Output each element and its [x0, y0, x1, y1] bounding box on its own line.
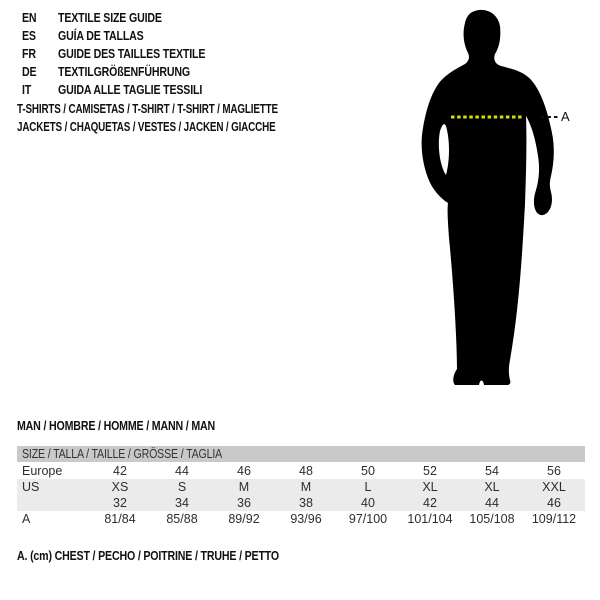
table-row-us-numeric — [17, 495, 585, 511]
size-cell: 36 — [237, 496, 251, 510]
language-code: IT — [22, 83, 32, 97]
table-row-europe — [17, 463, 585, 479]
language-code: EN — [22, 11, 37, 25]
size-table — [17, 446, 585, 527]
table-row-us — [17, 479, 585, 495]
row-label: US — [22, 480, 40, 494]
category-tshirts: T-SHIRTS / CAMISETAS / T-SHIRT / T-SHIRT / MAGLIETTE — [17, 102, 278, 116]
language-row-fr — [22, 45, 231, 63]
size-cell: 44 — [175, 464, 189, 478]
size-cell: 50 — [361, 464, 375, 478]
size-cell: 89/92 — [228, 512, 260, 526]
size-cell: 40 — [361, 496, 375, 510]
size-cell: 105/108 — [469, 512, 515, 526]
language-list — [22, 9, 231, 99]
size-cell: 109/112 — [531, 512, 577, 526]
size-cell: 46 — [547, 496, 561, 510]
man-silhouette — [422, 10, 554, 385]
size-cell: 56 — [547, 464, 561, 478]
language-title: GUÍA DE TALLAS — [58, 29, 144, 43]
language-title: TEXTILGRÖßENFÜHRUNG — [58, 65, 190, 79]
size-cell: 32 — [113, 496, 127, 510]
size-cell: 42 — [113, 464, 127, 478]
language-code: ES — [22, 29, 36, 43]
size-cell: XL — [422, 480, 438, 494]
category-lines — [17, 100, 347, 136]
size-cell: 54 — [485, 464, 499, 478]
size-cell: S — [177, 480, 187, 494]
size-cell: 97/100 — [348, 512, 388, 526]
size-cell: L — [364, 480, 372, 494]
size-cell: 101/104 — [407, 512, 453, 526]
table-row-chest-cm — [17, 511, 585, 527]
language-title: GUIDE DES TAILLES TEXTILE — [58, 47, 206, 61]
size-cell: XS — [111, 480, 129, 494]
measurement-footnote: A. (cm) CHEST / PECHO / POITRINE / TRUHE / PETTO — [17, 549, 280, 563]
man-silhouette-svg — [413, 8, 563, 388]
language-title: TEXTILE SIZE GUIDE — [58, 11, 162, 25]
size-cell: 52 — [423, 464, 437, 478]
size-cell: M — [238, 480, 250, 494]
size-cell: 38 — [299, 496, 313, 510]
size-cell: M — [300, 480, 312, 494]
size-cell: 42 — [423, 496, 437, 510]
size-cell: 46 — [237, 464, 251, 478]
row-label: A — [22, 512, 31, 526]
language-row-it — [22, 81, 231, 99]
size-cell: 85/88 — [166, 512, 198, 526]
language-row-de — [22, 63, 231, 81]
size-cell: 81/84 — [104, 512, 136, 526]
language-code: FR — [22, 47, 36, 61]
language-row-en — [22, 9, 231, 27]
language-title: GUIDA ALLE TAGLIE TESSILI — [58, 83, 203, 97]
size-cell: 44 — [485, 496, 499, 510]
language-code: DE — [22, 65, 37, 79]
size-cell: XXL — [542, 480, 566, 494]
row-label — [17, 495, 89, 511]
measure-label-a: A — [561, 109, 570, 124]
section-title-man: MAN / HOMBRE / HOMME / MANN / MAN — [17, 419, 216, 433]
size-cell: XL — [484, 480, 500, 494]
category-jackets: JACKETS / CHAQUETAS / VESTES / JACKEN / GIACCHE — [17, 120, 276, 134]
size-table-header: SIZE / TALLA / TAILLE / GRÖSSE / TAGLIA — [17, 446, 585, 462]
size-cell: 48 — [299, 464, 313, 478]
size-cell: 93/96 — [290, 512, 322, 526]
man-silhouette-figure — [413, 8, 563, 388]
size-cell: 34 — [175, 496, 189, 510]
row-label: Europe — [22, 464, 63, 478]
language-row-es — [22, 27, 231, 45]
